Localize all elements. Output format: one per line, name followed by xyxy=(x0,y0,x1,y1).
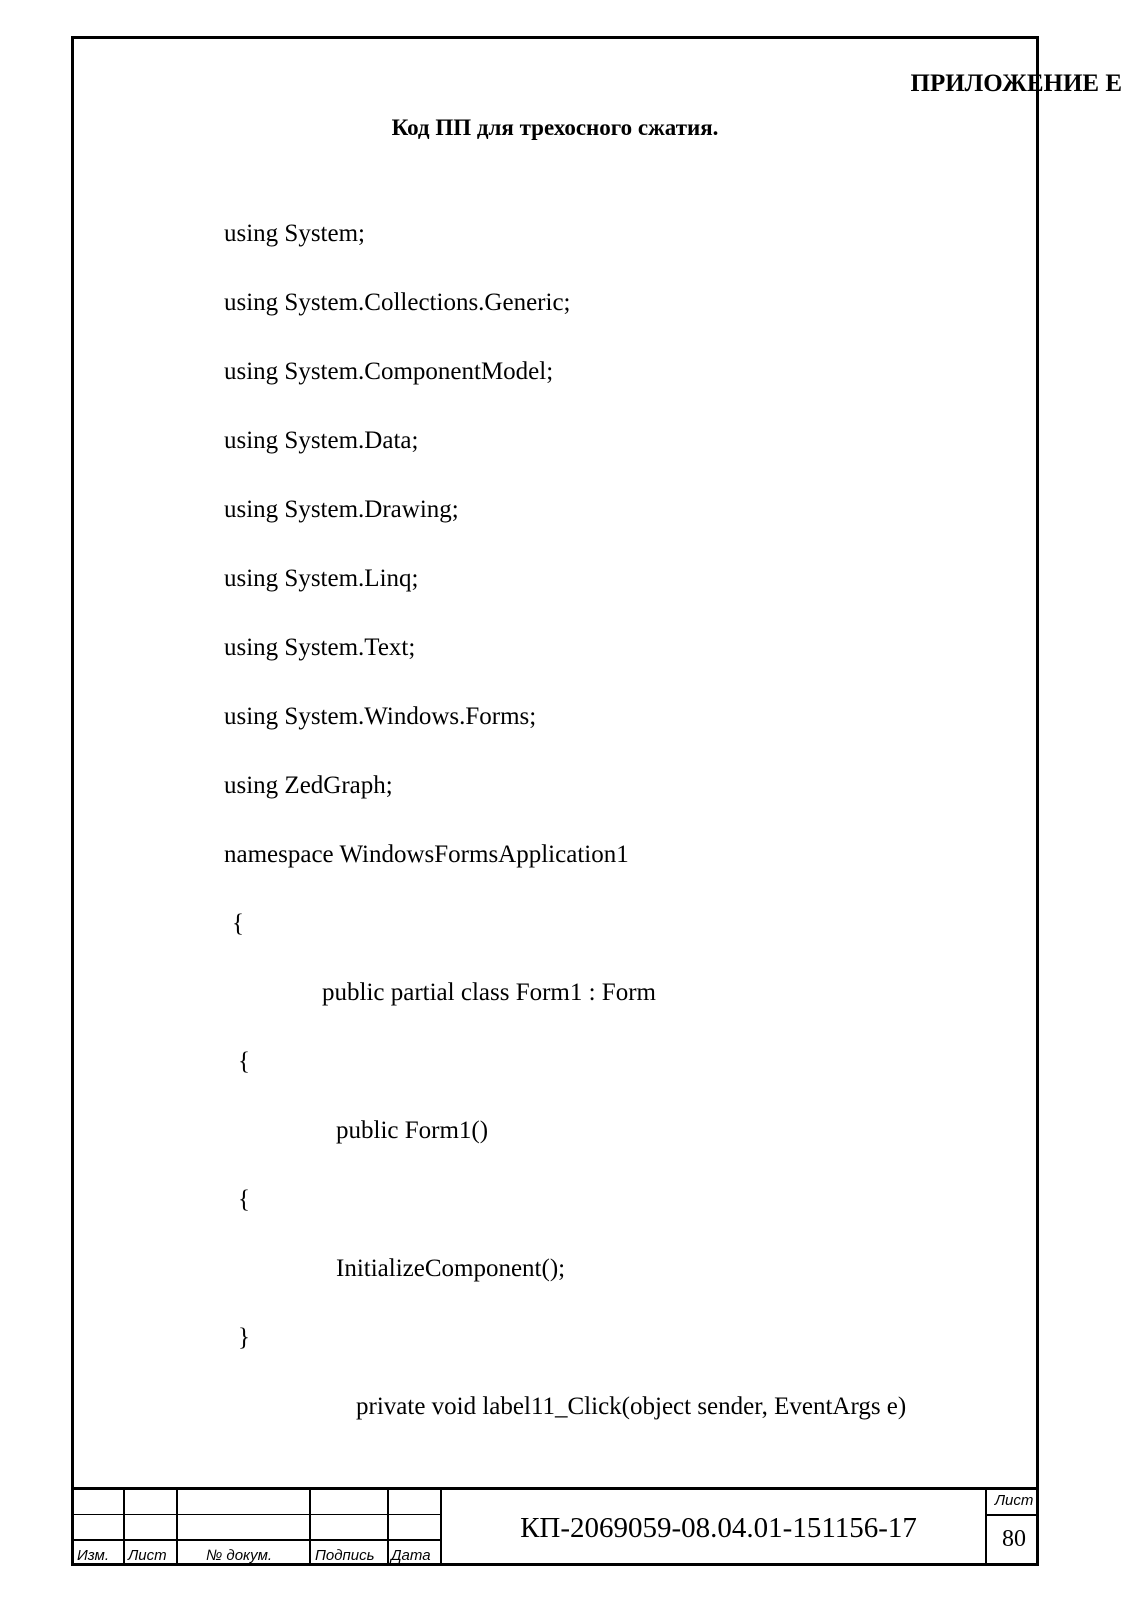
code-line: using System.Linq; xyxy=(224,565,419,592)
code-line: public Form1() xyxy=(336,1117,489,1144)
code-line: } xyxy=(238,1324,250,1351)
page-frame xyxy=(71,36,1039,1566)
stamp-col-line xyxy=(309,1490,311,1566)
stamp-caption-izm: Изм. xyxy=(77,1547,109,1564)
stamp-caption-doc: № докум. xyxy=(206,1547,273,1564)
code-line: { xyxy=(238,1186,250,1213)
title-block-stamp xyxy=(71,1487,1039,1566)
code-line: using ZedGraph; xyxy=(224,772,393,799)
code-line: { xyxy=(232,910,244,937)
code-line: using System.Text; xyxy=(224,634,416,661)
code-line: { xyxy=(238,1048,250,1075)
code-line: namespace WindowsFormsApplication1 xyxy=(224,841,629,868)
sheet-number: 80 xyxy=(1002,1526,1026,1552)
appendix-title: ПРИЛОЖЕНИЕ Е xyxy=(910,70,1122,97)
stamp-caption-date: Дата xyxy=(391,1547,431,1564)
document-code: КП-2069059-08.04.01-151156-17 xyxy=(520,1512,917,1544)
stamp-caption-sign: Подпись xyxy=(315,1547,375,1564)
code-line: private void label11_Click(object sender, EventArgs e) xyxy=(356,1393,907,1420)
sheet-cell-line xyxy=(985,1514,1039,1516)
stamp-caption-list: Лист xyxy=(128,1547,167,1564)
code-line: InitializeComponent(); xyxy=(336,1255,566,1282)
code-line: public partial class Form1 : Form xyxy=(322,979,656,1006)
code-line: using System.Windows.Forms; xyxy=(224,703,537,730)
stamp-col-line xyxy=(387,1490,389,1566)
code-line: using System.Drawing; xyxy=(224,496,459,523)
code-line: using System.Data; xyxy=(224,427,419,454)
stamp-col-line xyxy=(440,1490,442,1566)
code-line: using System.Collections.Generic; xyxy=(224,289,571,316)
stamp-col-line xyxy=(123,1490,125,1566)
stamp-col-line xyxy=(176,1490,178,1566)
code-title: Код ПП для трехосного сжатия. xyxy=(391,115,719,140)
code-line: using System.ComponentModel; xyxy=(224,358,554,385)
sheet-label: Лист xyxy=(994,1492,1034,1509)
code-line: using System; xyxy=(224,220,365,247)
